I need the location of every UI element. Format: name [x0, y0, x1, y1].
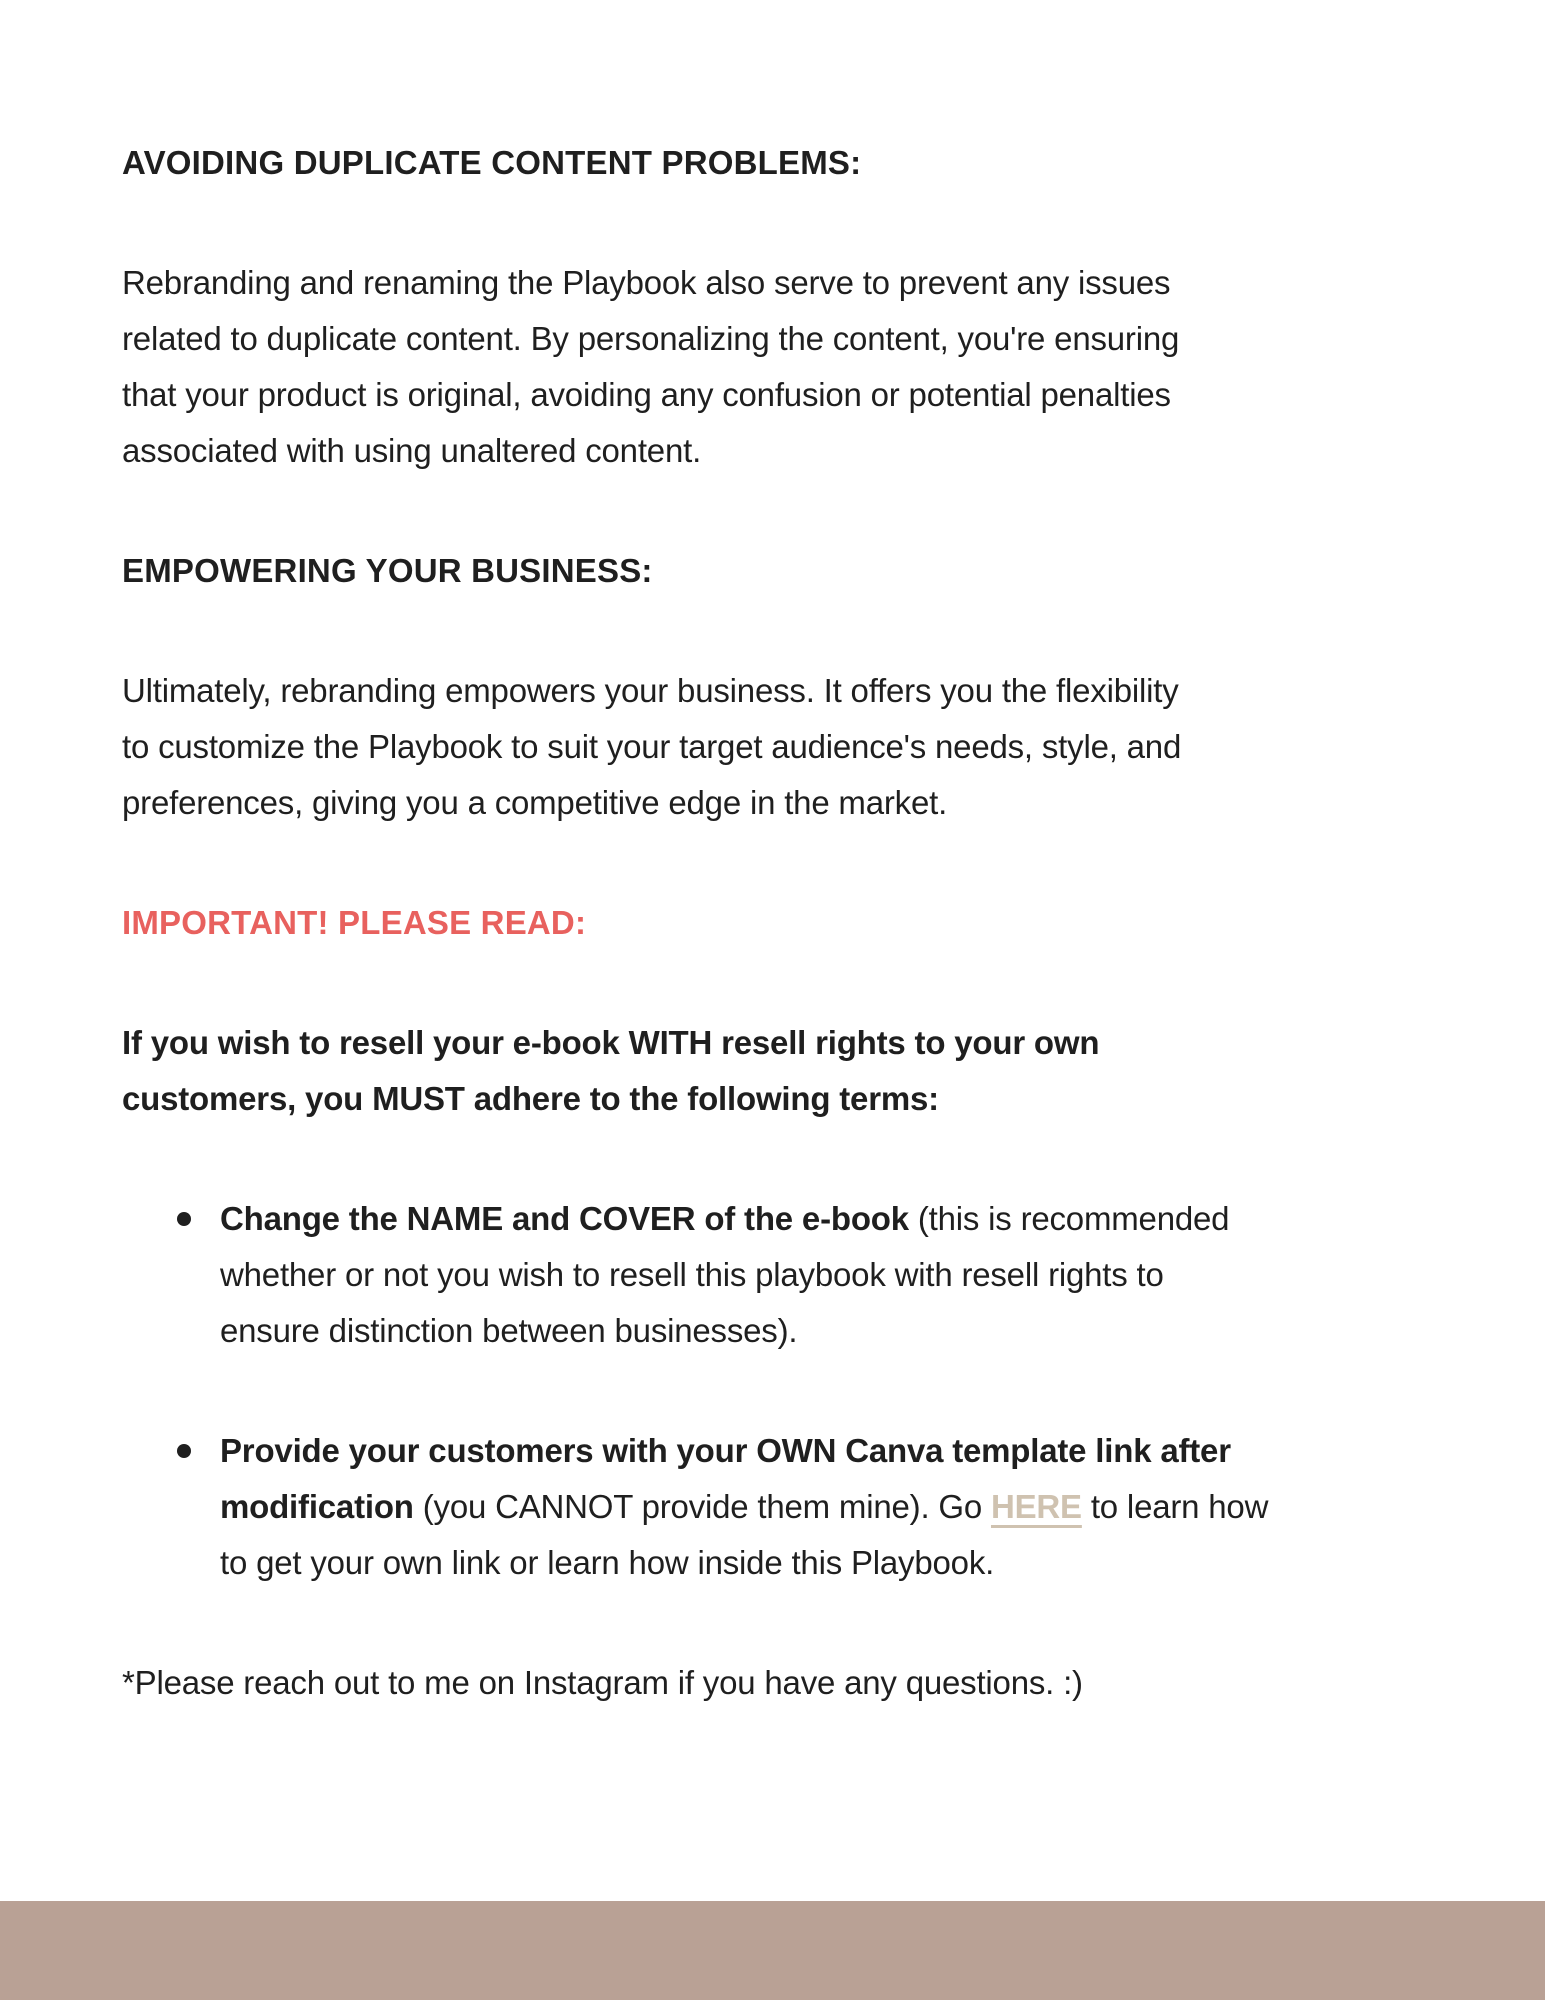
text-line: Provide your customers with your OWN Canva template link after: [220, 1432, 1231, 1469]
regular-text: (you CANNOT provide them mine). Go: [413, 1488, 991, 1525]
regular-text: (this is recommended: [908, 1200, 1230, 1237]
text-line: If you wish to resell your e-book WITH resell rights to your own: [122, 1024, 1100, 1061]
text-line: to get your own link or learn how inside this Playbook.: [220, 1544, 995, 1581]
paragraph-duplicate-content: [122, 255, 1423, 479]
list-item-change-name-cover: [220, 1191, 1423, 1359]
text-line: ensure distinction between businesses).: [220, 1312, 798, 1349]
bullet-icon: [177, 1444, 191, 1458]
footer-color-bar: [0, 1901, 1545, 2000]
bullet-icon: [177, 1212, 191, 1226]
text-line: related to duplicate content. By personalizing the content, you're ensuring: [122, 320, 1180, 357]
text-line: preferences, giving you a competitive edge in the market.: [122, 784, 948, 821]
text-line: [220, 1191, 1423, 1247]
text-line: Ultimately, rebranding empowers your business. It offers you the flexibility: [122, 672, 1179, 709]
bold-text: modification: [220, 1488, 414, 1525]
text-line: customers, you MUST adhere to the following terms:: [122, 1080, 939, 1117]
list-item-own-canva-link: [220, 1423, 1423, 1591]
bold-text: Change the NAME and COVER of the e-book: [220, 1200, 909, 1237]
paragraph-empowering: [122, 663, 1423, 831]
here-link[interactable]: HERE: [990, 1488, 1082, 1525]
section-heading-avoiding-duplicate-content: AVOIDING DUPLICATE CONTENT PROBLEMS:: [122, 144, 862, 181]
terms-list: [122, 1191, 1423, 1591]
important-heading: IMPORTANT! PLEASE READ:: [122, 904, 587, 941]
section-heading-empowering-your-business: EMPOWERING YOUR BUSINESS:: [122, 552, 653, 589]
contact-note: *Please reach out to me on Instagram if you have any questions. :): [122, 1664, 1083, 1701]
resell-terms-intro: [122, 1015, 1423, 1127]
text-line: associated with using unaltered content.: [122, 432, 702, 469]
text-line: [220, 1479, 1423, 1535]
regular-text: to learn how: [1081, 1488, 1269, 1525]
page-content: [122, 135, 1423, 1775]
text-line: whether or not you wish to resell this playbook with resell rights to: [220, 1256, 1164, 1293]
text-line: that your product is original, avoiding any confusion or potential penalties: [122, 376, 1171, 413]
text-line: to customize the Playbook to suit your target audience's needs, style, and: [122, 728, 1182, 765]
text-line: Rebranding and renaming the Playbook also serve to prevent any issues: [122, 264, 1171, 301]
